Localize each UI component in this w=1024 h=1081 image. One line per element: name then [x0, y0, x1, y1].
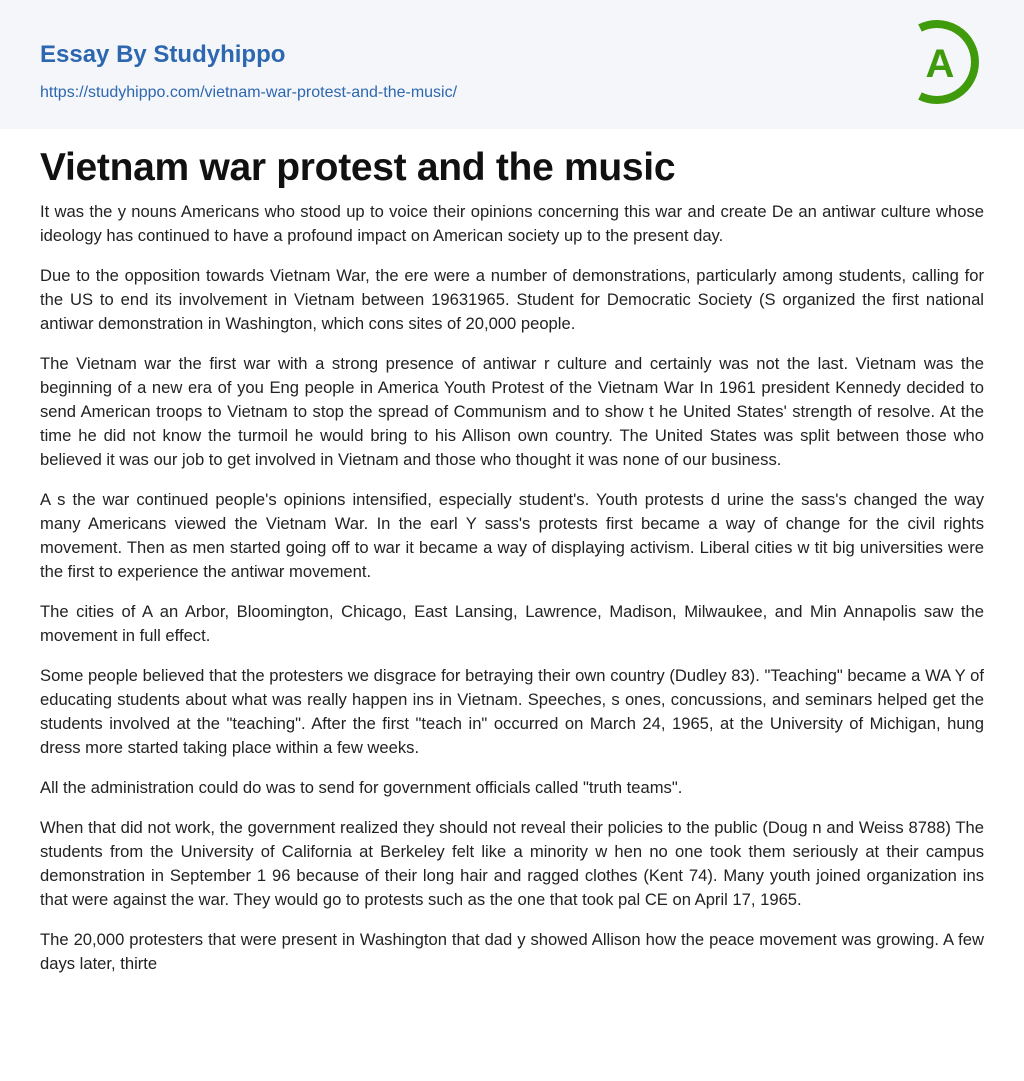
paragraph: The 20,000 protesters that were present in Washington that dad y showed Allison how the peace movement was growing. A few days later, thirte [40, 930, 984, 973]
svg-text:A: A [925, 42, 955, 86]
essay-url-link[interactable]: https://studyhippo.com/vietnam-war-protest-and-the-music/ [40, 84, 458, 101]
page-title: Vietnam war protest and the music [40, 146, 676, 189]
paragraph: A s the war continued people's opinions intensified, especially student's. Youth protests d urine the sass's changed the way many Americans viewed the Vietnam War. In the earl Y sass's protests first became a way of change for the civil rights movement. Then as men started going off to war it became a way of displaying activism. Liberal cities w tit big universities were the first to experience the antiwar movement. [40, 490, 984, 581]
studyhippo-logo-icon[interactable] [908, 18, 988, 106]
paragraph: When that did not work, the government realized they should not reveal their policies to the public (Doug n and Weiss 8788) The students from the University of California at Berkeley felt like a minority w hen no one took them seriously at their campus demonstration in September 1 96 because of their long hair and ragged clothes (Kent 74). Many youth joined organization ins that were against the war. They would go to protests such as the one that took pal CE on April 17, 1965. [40, 818, 984, 909]
essay-body [40, 200, 984, 992]
brand-title: Essay By Studyhippo [40, 41, 286, 68]
paragraph: The Vietnam war the first war with a strong presence of antiwar r culture and certainly was not the last. Vietnam was the beginning of a new era of you Eng people in America Youth Protest of the Vietnam War In 1961 president Kennedy decided to send American troops to Vietnam to stop the spread of Communism and to show t he United States' strength of resolve. At the time he did not know the turmoil he would bring to his Allison own country. The United States was split between those who believed it was our job to get involved in Vietnam and those who thought it was none of our business. [40, 354, 984, 469]
paragraph: Some people believed that the protesters we disgrace for betraying their own country (Dudley 83). "Teaching" became a WA Y of educating students about what was really happen ins in Vietnam. Speeches, s ones, concussions, and seminars helped get the students involved at the "teaching". After the first "teach in" occurred on March 24, 1965, at the University of Michigan, hung dress more started taking place within a few weeks. [40, 666, 984, 757]
paragraph: All the administration could do was to send for government officials called "truth teams". [40, 778, 683, 797]
paragraph: It was the y nouns Americans who stood up to voice their opinions concerning this war and create De an antiwar culture whose ideology has continued to have a profound impact on American society up to the present day. [40, 202, 984, 245]
paragraph: The cities of A an Arbor, Bloomington, Chicago, East Lansing, Lawrence, Madison, Milwaukee, and Min Annapolis saw the movement in full effect. [40, 602, 984, 645]
paragraph: Due to the opposition towards Vietnam War, the ere were a number of demonstrations, particularly among students, calling for the US to end its involvement in Vietnam between 19631965. Student for Democratic Society (S organized the first national antiwar demonstration in Washington, which cons sites of 20,000 people. [40, 266, 984, 333]
site-header [0, 0, 1024, 129]
